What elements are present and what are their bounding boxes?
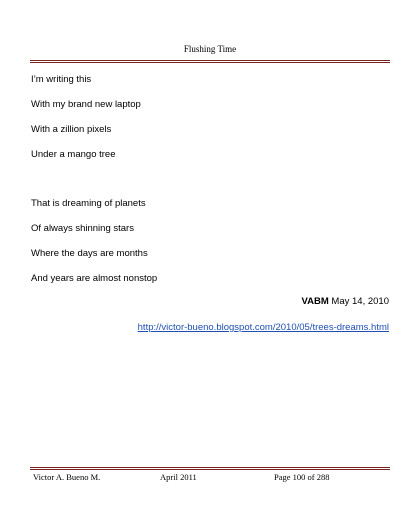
- footer-rule: [30, 467, 390, 468]
- poem-line: With a zillion pixels: [31, 124, 112, 135]
- poem-stanza-1: [31, 74, 141, 174]
- footer-date: April 2011: [160, 472, 197, 482]
- signature-date: May 14, 2010: [331, 296, 389, 307]
- poem-signature: [302, 296, 390, 307]
- poem-line: That is dreaming of planets: [31, 198, 146, 209]
- poem-line: Where the days are months: [31, 248, 148, 259]
- poem-line: Of always shinning stars: [31, 223, 134, 234]
- footer-author: Victor A. Bueno M.: [33, 472, 101, 482]
- signature-author: VABM: [301, 296, 329, 307]
- footer-rule-secondary: [30, 469, 390, 470]
- header-rule: [30, 60, 390, 61]
- poem-stanza-2: [31, 198, 157, 298]
- poem-line: With my brand new laptop: [31, 99, 141, 110]
- poem-line: Under a mango tree: [31, 149, 116, 160]
- poem-line: I’m writing this: [31, 74, 92, 85]
- footer-page-number: Page 100 of 288: [274, 472, 330, 482]
- blog-link[interactable]: http://victor-bueno.blogspot.com/2010/05/trees-dreams.html: [137, 322, 389, 333]
- poem-line: And years are almost nonstop: [31, 273, 158, 284]
- page-header-title: Flushing Time: [183, 44, 237, 54]
- header-rule-secondary: [30, 62, 390, 63]
